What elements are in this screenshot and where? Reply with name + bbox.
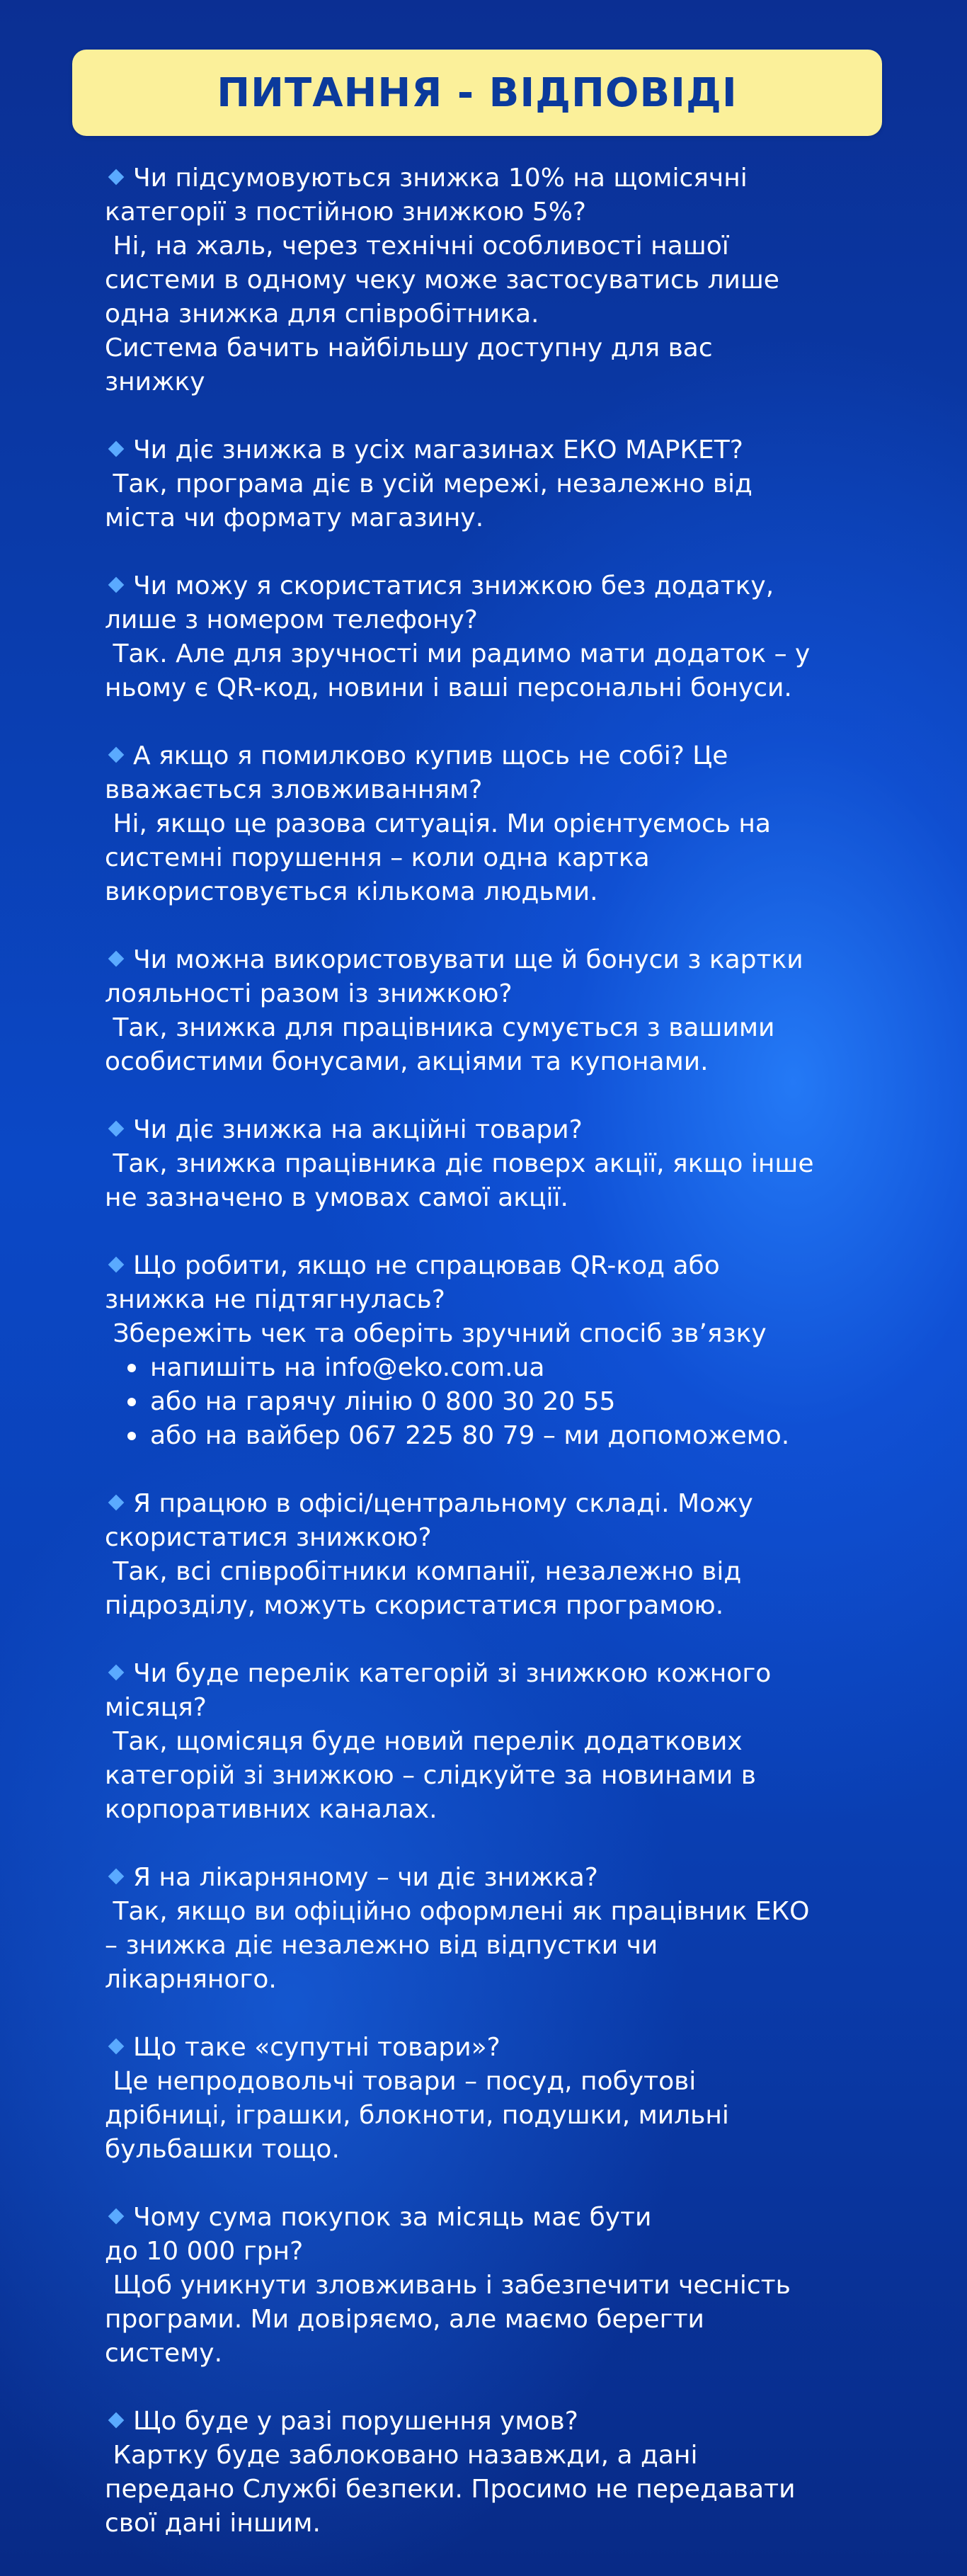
faq-question-text: Чи діє знижка в усіх магазинах ЕКО МАРКЕТ?	[133, 435, 743, 465]
bullet-icon	[127, 1432, 136, 1440]
faq-question-line	[105, 603, 883, 637]
faq-answer-line: знижку	[105, 367, 205, 397]
faq-question-text: Чи можу я скористатися знижкою без додатку,	[133, 571, 774, 600]
diamond-icon	[108, 1869, 125, 1885]
diamond-icon	[108, 169, 125, 186]
faq-answer-line: Так, програма діє в усій мережі, незалежно від	[105, 469, 753, 498]
faq-question-line	[105, 1249, 883, 1283]
faq-item	[105, 1657, 883, 1827]
faq-item	[105, 739, 883, 909]
faq-answer-line: Так, знижка для працівника сумується з вашими	[105, 1013, 775, 1042]
diamond-icon	[108, 747, 125, 763]
faq-answer-line: Щоб уникнути зловживань і забезпечити чесність	[105, 2271, 791, 2300]
faq-question-line	[105, 1657, 883, 1691]
faq-question-line	[105, 739, 883, 773]
faq-question-line	[105, 195, 883, 229]
faq-question-line	[105, 2201, 883, 2235]
faq-question-text: знижка не підтягнулась?	[105, 1285, 445, 1314]
faq-answer-line: – знижка діє незалежно від відпустки чи	[105, 1931, 658, 1960]
faq-answer-line: використовується кількома людьми.	[105, 877, 598, 906]
contact-text: або на вайбер 067 225 80 79 – ми допоможемо.	[150, 1421, 790, 1450]
faq-question-line	[105, 1521, 883, 1555]
faq-answer-line: свої дані іншим.	[105, 2509, 321, 2538]
faq-question-text: Чи підсумовуються знижка 10% на щомісячні	[133, 164, 748, 193]
faq-question-text: Чи діє знижка на акційні товари?	[133, 1115, 583, 1144]
contact-list-item	[127, 1351, 883, 1385]
faq-question-text: Я на лікарняному – чи діє знижка?	[133, 1863, 598, 1892]
faq-answer-line: передано Службі безпеки. Просимо не передавати	[105, 2475, 796, 2504]
contact-list	[105, 1351, 883, 1453]
faq-question-line	[105, 161, 883, 195]
faq-question-line	[105, 1113, 883, 1147]
faq-question-line	[105, 2235, 883, 2269]
diamond-icon	[108, 1257, 125, 1273]
faq-question-text: Що таке «супутні товари»?	[133, 2033, 500, 2062]
faq-answer-line: дрібниці, іграшки, блокноти, подушки, мильні	[105, 2101, 729, 2130]
faq-question-line	[105, 1861, 883, 1895]
faq-question-text: до 10 000 грн?	[105, 2237, 304, 2266]
faq-answer-line: системні порушення – коли одна картка	[105, 843, 650, 872]
faq-answer-line: програми. Ми довіряємо, але маємо берегти	[105, 2305, 704, 2334]
faq-question-line	[105, 773, 883, 807]
faq-item	[105, 943, 883, 1079]
diamond-icon	[108, 1665, 125, 1681]
faq-item	[105, 1113, 883, 1215]
faq-answer-line: міста чи формату магазину.	[105, 503, 484, 532]
diamond-icon	[108, 577, 125, 593]
faq-question-line	[105, 943, 883, 977]
faq-answer-line: корпоративних каналах.	[105, 1795, 437, 1824]
faq-answer-line: категорій зі знижкою – слідкуйте за новинами в	[105, 1761, 756, 1790]
contact-text: напишіть на info@eko.com.ua	[150, 1353, 545, 1382]
diamond-icon	[108, 951, 125, 967]
faq-question-text: категорії з постійною знижкою 5%?	[105, 198, 587, 227]
faq-answer-line: лікарняного.	[105, 1965, 277, 1994]
faq-answer-line: Так, якщо ви офіційно оформлені як працівник ЕКО	[105, 1897, 810, 1926]
faq-question-text: лояльності разом із знижкою?	[105, 979, 513, 1008]
faq-question-line	[105, 569, 883, 603]
contact-text: або на гарячу лінію 0 800 30 20 55	[150, 1387, 616, 1416]
faq-answer-line: Так. Але для зручності ми радимо мати додаток – у	[105, 639, 811, 668]
faq-item	[105, 1861, 883, 1997]
faq-answer-line: особистими бонусами, акціями та купонами.	[105, 1047, 709, 1076]
faq-answer-line: Збережіть чек та оберіть зручний спосіб зв’язку	[105, 1319, 767, 1348]
faq-answer-line: підрозділу, можуть скористатися програмою.	[105, 1591, 724, 1620]
faq-question-text: Чому сума покупок за місяць має бути	[133, 2203, 652, 2232]
faq-answer-line: Система бачить найбільшу доступну для вас	[105, 334, 713, 363]
faq-answer-line: Так, всі співробітники компанії, незалежно від	[105, 1557, 742, 1586]
faq-answer-line: системи в одному чеку може застосуватись лише	[105, 266, 779, 295]
faq-item	[105, 161, 883, 399]
faq-question-line	[105, 2405, 883, 2439]
diamond-icon	[108, 2412, 125, 2429]
faq-question-line	[105, 977, 883, 1011]
faq-item	[105, 2031, 883, 2167]
diamond-icon	[108, 1121, 125, 1137]
faq-answer-line: систему.	[105, 2339, 223, 2368]
faq-answer-line: Ні, на жаль, через технічні особливості нашої	[105, 232, 729, 261]
contact-list-item	[127, 1385, 883, 1419]
faq-question-text: лише з номером телефону?	[105, 605, 478, 634]
page-header	[72, 50, 882, 136]
faq-question-text: Чи можна використовувати ще й бонуси з картки	[133, 945, 803, 974]
faq-list	[105, 161, 883, 2575]
faq-question-text: місяця?	[105, 1693, 207, 1722]
faq-question-line	[105, 2031, 883, 2065]
faq-question-text: Чи буде перелік категорій зі знижкою кожного	[133, 1659, 772, 1688]
faq-item	[105, 2405, 883, 2541]
faq-question-line	[105, 1487, 883, 1521]
faq-answer-line: Картку буде заблоковано назавжди, а дані	[105, 2441, 698, 2470]
faq-question-text: Що буде у разі порушення умов?	[133, 2407, 578, 2436]
faq-item	[105, 2201, 883, 2371]
faq-answer-line: Так, знижка працівника діє поверх акції, якщо інше	[105, 1149, 814, 1178]
bullet-icon	[127, 1398, 136, 1406]
diamond-icon	[108, 1495, 125, 1511]
faq-answer-line: Це непродовольчі товари – посуд, побутові	[105, 2067, 697, 2096]
diamond-icon	[108, 2209, 125, 2225]
faq-question-text: Я працюю в офісі/центральному складі. Можу	[133, 1489, 753, 1518]
faq-answer-line: не зазначено в умовах самої акції.	[105, 1183, 568, 1212]
bullet-icon	[127, 1364, 136, 1372]
faq-question-line	[105, 1691, 883, 1725]
page-title: ПИТАННЯ - ВІДПОВІДІ	[217, 69, 738, 116]
faq-question-text: Що робити, якщо не спрацював QR-код або	[133, 1251, 720, 1280]
faq-answer-line: бульбашки тощо.	[105, 2135, 340, 2164]
faq-item	[105, 433, 883, 535]
faq-answer-line: ньому є QR-код, новини і ваші персональні бонуси.	[105, 673, 792, 702]
faq-answer-line: Ні, якщо це разова ситуація. Ми орієнтуємось на	[105, 809, 771, 838]
faq-item	[105, 569, 883, 705]
diamond-icon	[108, 2039, 125, 2055]
faq-question-text: вважається зловживанням?	[105, 775, 483, 804]
diamond-icon	[108, 441, 125, 457]
faq-item	[105, 1249, 883, 1453]
faq-answer-line: Так, щомісяця буде новий перелік додаткових	[105, 1727, 743, 1756]
faq-question-text: А якщо я помилково купив щось не собі? Це	[133, 741, 728, 770]
contact-list-item	[127, 1419, 883, 1453]
faq-question-line	[105, 433, 883, 467]
faq-answer-line: одна знижка для співробітника.	[105, 300, 539, 329]
faq-item	[105, 1487, 883, 1623]
faq-question-line	[105, 1283, 883, 1317]
faq-question-text: скористатися знижкою?	[105, 1523, 432, 1552]
